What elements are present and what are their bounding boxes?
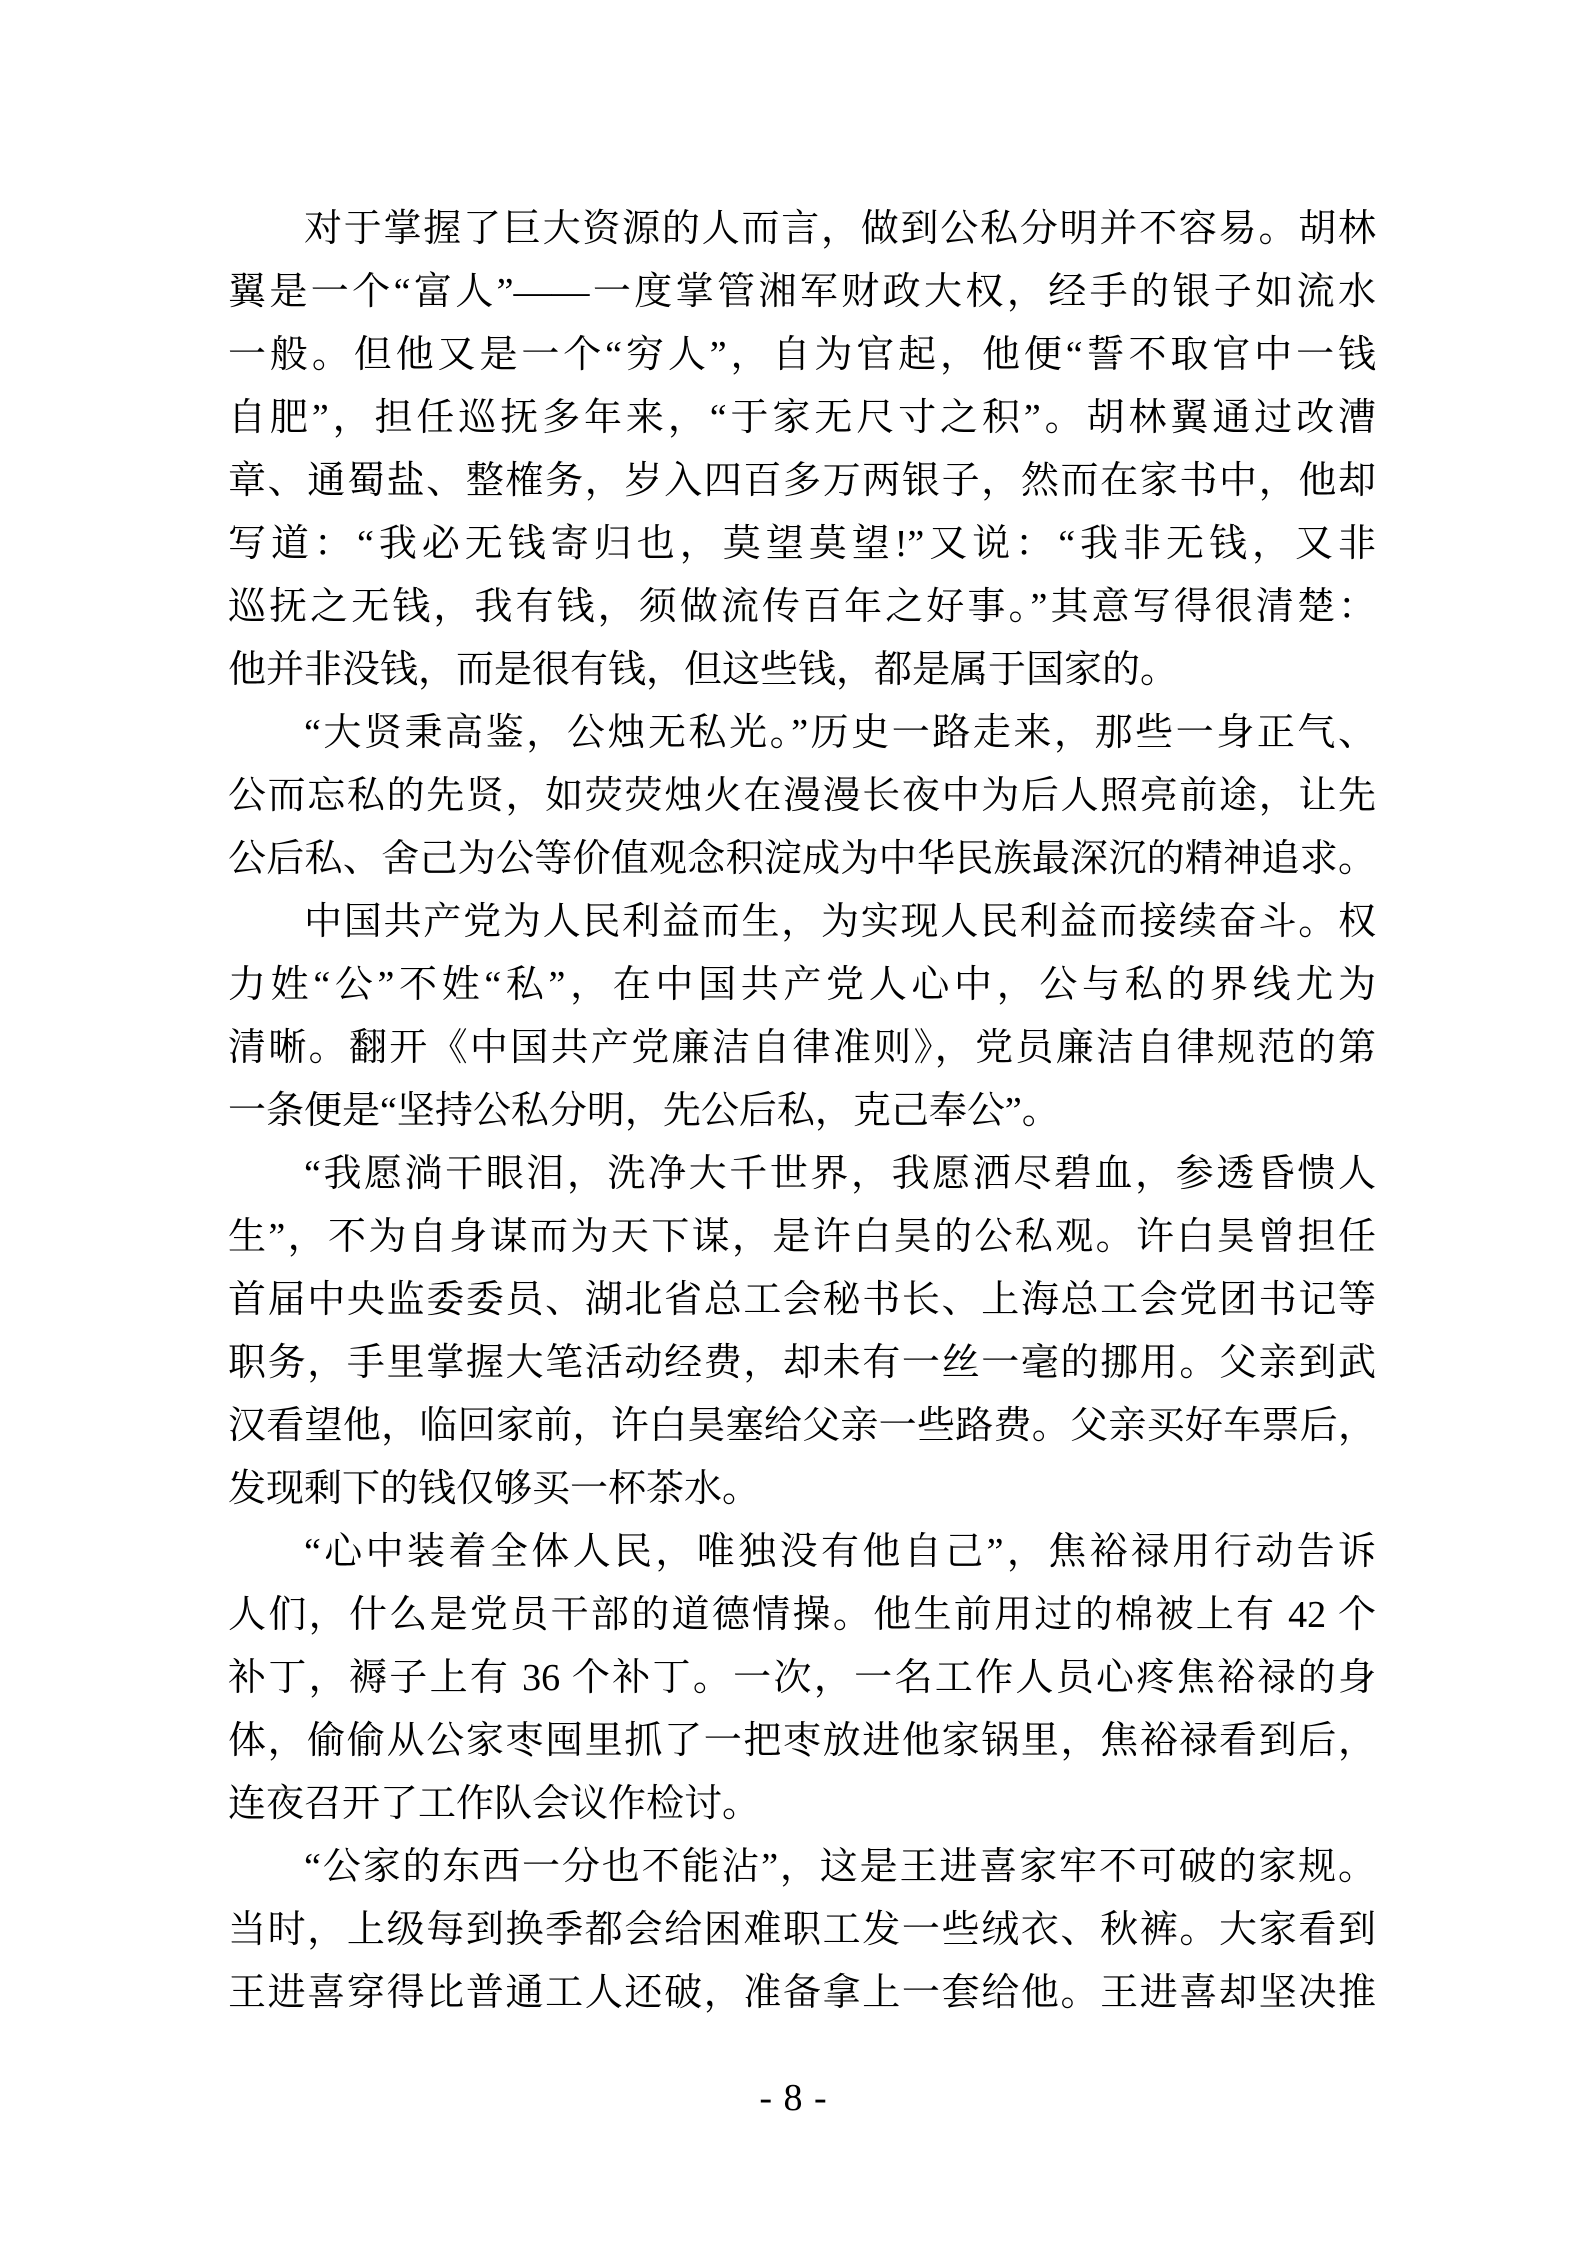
text-line: 补丁，褥子上有 36 个补丁。一次，一名工作人员心疼焦裕禄的身 — [228, 1657, 1376, 1699]
text-line: “公家的东西一分也不能沾”，这是王进喜家牢不可破的家规。 — [304, 1846, 1376, 1888]
text-line: 一条便是“坚持公私分明，先公后私，克己奉公”。 — [228, 1090, 1060, 1132]
paragraph — [228, 702, 1376, 891]
text-line: 生”，不为自身谋而为天下谋，是许白昊的公私观。许白昊曾担任 — [228, 1216, 1376, 1258]
paragraph — [228, 1143, 1376, 1521]
text-line: 当时，上级每到换季都会给困难职工发一些绒衣、秋裤。大家看到 — [228, 1909, 1376, 1951]
text-line: 自肥”，担任巡抚多年来，“于家无尺寸之积”。胡林翼通过改漕 — [228, 397, 1376, 439]
document-body — [228, 198, 1376, 2025]
paragraph — [228, 198, 1376, 702]
paragraph — [228, 891, 1376, 1143]
text-line: 职务，手里掌握大笔活动经费，却未有一丝一毫的挪用。父亲到武 — [228, 1342, 1376, 1384]
paragraph — [228, 1836, 1376, 2025]
text-line: 写道：“我必无钱寄归也，莫望莫望!”又说：“我非无钱，又非 — [228, 523, 1376, 565]
paragraph — [228, 1521, 1376, 1836]
text-line: 力姓“公”不姓“私”，在中国共产党人心中，公与私的界线尤为 — [228, 964, 1376, 1006]
text-line: 对于掌握了巨大资源的人而言，做到公私分明并不容易。胡林 — [304, 208, 1376, 250]
text-line: “我愿淌干眼泪，洗净大千世界，我愿洒尽碧血，参透昏愦人 — [304, 1153, 1376, 1195]
text-line: 体，偷偷从公家枣囤里抓了一把枣放进他家锅里，焦裕禄看到后， — [228, 1720, 1376, 1762]
text-line: 一般。但他又是一个“穷人”，自为官起，他便“誓不取官中一钱 — [228, 334, 1376, 376]
text-line: 汉看望他，临回家前，许白昊塞给父亲一些路费。父亲买好车票后， — [228, 1405, 1376, 1447]
text-line: 中国共产党为人民利益而生，为实现人民利益而接续奋斗。权 — [304, 901, 1376, 943]
text-line: 公后私、舍己为公等价值观念积淀成为中华民族最深沉的精神追求。 — [228, 838, 1376, 880]
text-line: 巡抚之无钱，我有钱，须做流传百年之好事。”其意写得很清楚： — [228, 586, 1376, 628]
text-line: 首届中央监委委员、湖北省总工会秘书长、上海总工会党团书记等 — [228, 1279, 1376, 1321]
text-line: 连夜召开了工作队会议作检讨。 — [228, 1783, 761, 1825]
text-line: “大贤秉高鉴，公烛无私光。”历史一路走来，那些一身正气、 — [304, 712, 1376, 754]
text-line: 翼是一个“富人”——一度掌管湘军财政大权，经手的银子如流水 — [228, 271, 1376, 313]
page-number: - 8 - — [759, 2077, 828, 2119]
text-line: 人们，什么是党员干部的道德情操。他生前用过的棉被上有 42 个 — [228, 1594, 1376, 1636]
text-line: 发现剩下的钱仅够买一杯茶水。 — [228, 1468, 761, 1510]
text-line: 他并非没钱，而是很有钱，但这些钱，都是属于国家的。 — [228, 649, 1179, 691]
text-line: 清晰。翻开《中国共产党廉洁自律准则》，党员廉洁自律规范的第 — [228, 1027, 1376, 1069]
text-line: 王进喜穿得比普通工人还破，准备拿上一套给他。王进喜却坚决推 — [228, 1972, 1376, 2014]
text-line: 公而忘私的先贤，如荧荧烛火在漫漫长夜中为后人照亮前途，让先 — [228, 775, 1376, 817]
text-line: “心中装着全体人民，唯独没有他自己”，焦裕禄用行动告诉 — [304, 1531, 1376, 1573]
text-line: 章、通蜀盐、整榷务，岁入四百多万两银子，然而在家书中，他却 — [228, 460, 1376, 502]
